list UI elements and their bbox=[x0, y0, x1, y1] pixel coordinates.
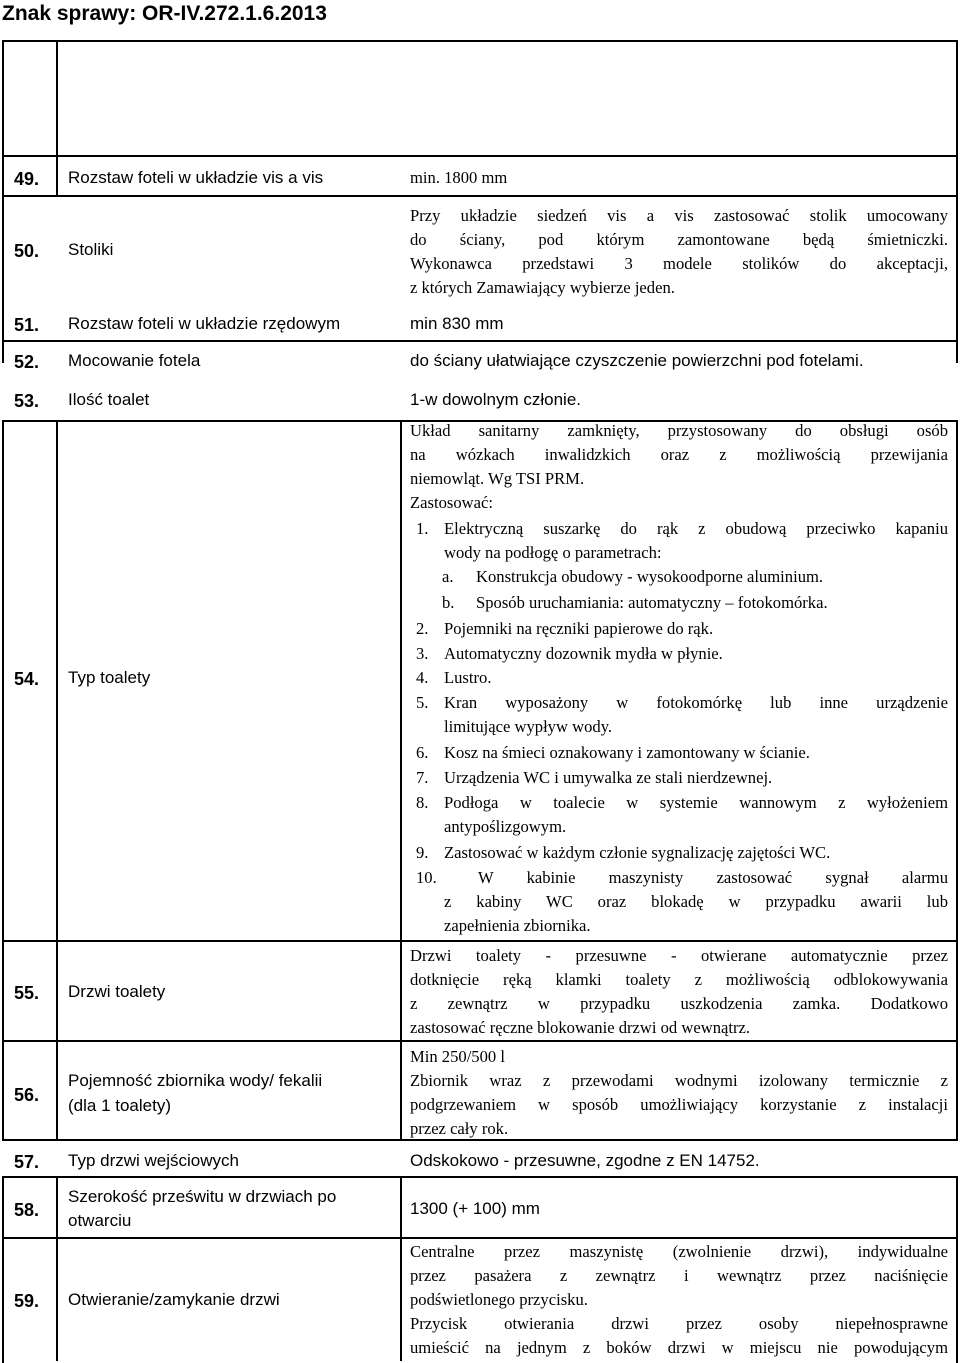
row-57-name: Typ drzwi wejściowych bbox=[68, 1151, 239, 1170]
row-divider bbox=[2, 1237, 958, 1239]
list-item-number: 1. bbox=[416, 519, 429, 538]
row-51-desc: min 830 mm bbox=[410, 314, 504, 333]
row-51-name: Rozstaw foteli w układzie rzędowym bbox=[68, 314, 341, 333]
row-divider bbox=[2, 340, 958, 342]
row-49-number: 49. bbox=[14, 169, 40, 189]
row-divider bbox=[2, 195, 958, 197]
list-item-text: Elektryczną suszarkę do rąk z obudową przeciwko kapaniu bbox=[444, 519, 948, 538]
list-item-number: 9. bbox=[416, 843, 429, 862]
row-divider bbox=[2, 940, 958, 942]
row-52-number: 52. bbox=[14, 352, 40, 372]
row-57-desc: Odskokowo - przesuwne, zgodne z EN 14752. bbox=[410, 1151, 760, 1170]
row-55-name: Drzwi toalety bbox=[68, 982, 166, 1001]
list-item-number: 3. bbox=[416, 644, 429, 663]
row-55-desc-line: Drzwi toalety - przesuwne - otwierane automatycznie przez bbox=[410, 946, 948, 965]
row-59-number: 59. bbox=[14, 1291, 40, 1311]
row-56-number: 56. bbox=[14, 1085, 40, 1105]
row-51-number: 51. bbox=[14, 315, 40, 335]
row-50-desc-line: Wykonawca przedstawi 3 modele stolików do akceptacji, bbox=[410, 254, 948, 273]
list-item-number: 8. bbox=[416, 793, 429, 812]
row-59-desc-line: Przycisk otwierania drzwi przez osoby niepełnosprawne bbox=[410, 1314, 948, 1333]
row-50-number: 50. bbox=[14, 241, 40, 261]
row-56-name-line: Pojemność zbiornika wody/ fekalii bbox=[68, 1071, 323, 1090]
row-56-name-line: (dla 1 toalety) bbox=[68, 1096, 171, 1115]
list-item-text: limitujące wypływ wody. bbox=[444, 717, 613, 736]
row-56-desc-line: podgrzewaniem w sposób umożliwiający korzystanie z instalacji bbox=[410, 1095, 948, 1114]
row-54-apply-label: Zastosować: bbox=[410, 493, 493, 512]
row-50-desc-line: z których Zamawiający wybierze jeden. bbox=[410, 278, 675, 297]
list-item-text: Zastosować w każdym członie sygnalizację zajętości WC. bbox=[444, 843, 831, 862]
row-59-desc-line: Centralne przez maszynistę (zwolnienie drzwi), indywidualne bbox=[410, 1242, 948, 1261]
list-item-text: Kosz na śmieci oznakowany i zamontowany w ścianie. bbox=[444, 743, 810, 762]
row-52-name: Mocowanie fotela bbox=[68, 351, 201, 370]
list-item-number: 7. bbox=[416, 768, 429, 787]
list-item-text: Pojemniki na ręczniki papierowe do rąk. bbox=[444, 619, 714, 638]
list-item-text: wody na podłogę o parametrach: bbox=[444, 543, 662, 562]
row-58-desc: 1300 (+ 100) mm bbox=[410, 1199, 540, 1218]
row-59-desc-line: przez pasażera z zewnątrz i wewnątrz przez naciśnięcie bbox=[410, 1266, 948, 1285]
row-49-name: Rozstaw foteli w układzie vis a vis bbox=[68, 168, 324, 187]
list-item-text: Kran wyposażony w fotokomórkę lub inne urządzenie bbox=[444, 693, 948, 712]
col-divider bbox=[400, 1176, 402, 1361]
row-55-desc-line: z zewnątrz w przypadku uszkodzenia zamka. Dodatkowo bbox=[410, 994, 948, 1013]
row-55-number: 55. bbox=[14, 983, 40, 1003]
row-53-name: Ilość toalet bbox=[68, 390, 150, 409]
list-item-text: Automatyczny dozownik mydła w płynie. bbox=[444, 644, 723, 663]
col-divider bbox=[56, 1176, 58, 1361]
row-59-desc-line: umieścić na jednym z boków drzwi w miejscu nie powodującym bbox=[410, 1338, 948, 1357]
list-item-text: zapełnienia zbiornika. bbox=[444, 916, 591, 935]
list-item-number: 2. bbox=[416, 619, 429, 638]
list-item-number: b. bbox=[442, 593, 455, 612]
list-item-text: W kabinie maszynisty zastosować sygnał alarmu bbox=[478, 868, 948, 887]
row-54-name: Typ toalety bbox=[68, 668, 151, 687]
row-59-desc-line: podświetlonego przycisku. bbox=[410, 1290, 588, 1309]
list-item-text: Podłoga w toalecie w systemie wannowym z wyłożeniem bbox=[444, 793, 948, 812]
col-divider bbox=[56, 40, 58, 195]
list-item-number: 5. bbox=[416, 693, 429, 712]
row-56-desc-line: przez cały rok. bbox=[410, 1119, 509, 1138]
row-55-desc-line: dotknięcie ręką klamki toalety z możliwością odblokowywania bbox=[410, 970, 948, 989]
case-number-header: Znak sprawy: OR-IV.272.1.6.2013 bbox=[2, 2, 327, 25]
row-53-number: 53. bbox=[14, 391, 40, 411]
row-divider bbox=[2, 155, 958, 157]
list-item-text: Konstrukcja obudowy - wysokoodporne aluminium. bbox=[476, 567, 824, 586]
row-55-desc-line: zastosować ręczne blokowanie drzwi od wewnątrz. bbox=[410, 1018, 751, 1037]
row-54-number: 54. bbox=[14, 669, 40, 689]
list-item-text: antypoślizgowym. bbox=[444, 817, 567, 836]
list-item-number: 10. bbox=[416, 868, 437, 887]
row-50-desc-line: do ściany, pod którym zamontowane będą śmietniczki. bbox=[410, 230, 948, 249]
row-54-intro-line: na wózkach inwalidzkich oraz z możliwością przewijania bbox=[410, 445, 948, 464]
col-divider bbox=[400, 420, 402, 1139]
row-50-name: Stoliki bbox=[68, 240, 114, 259]
row-57-number: 57. bbox=[14, 1152, 40, 1172]
row-49-desc: min. 1800 mm bbox=[410, 168, 508, 187]
list-item-text: Urządzenia WC i umywalka ze stali nierdzewnej. bbox=[444, 768, 773, 787]
row-58-name-line: Szerokość prześwitu w drzwiach po bbox=[68, 1187, 337, 1206]
list-item-text: Lustro. bbox=[444, 668, 492, 687]
col-divider bbox=[56, 420, 58, 1139]
row-58-name-line: otwarciu bbox=[68, 1211, 132, 1230]
row-54-intro-line: niemowląt. Wg TSI PRM. bbox=[410, 469, 585, 488]
list-item-number: 6. bbox=[416, 743, 429, 762]
row-58-number: 58. bbox=[14, 1200, 40, 1220]
row-53-desc: 1-w dowolnym członie. bbox=[410, 390, 582, 409]
row-54-intro-line: Układ sanitarny zamknięty, przystosowany do obsługi osób bbox=[410, 421, 948, 440]
list-item-number: a. bbox=[442, 567, 454, 586]
list-item-text: Sposób uruchamiania: automatyczny – fotokomórka. bbox=[476, 593, 828, 612]
list-item-number: 4. bbox=[416, 668, 429, 687]
row-56-desc-line: Zbiornik wraz z przewodami wodnymi izolowany termicznie z bbox=[410, 1071, 948, 1090]
list-item-text: z kabiny WC oraz blokadę w przypadku awarii lub bbox=[444, 892, 948, 911]
row-50-desc-line: Przy układzie siedzeń vis a vis zastosować stolik umocowany bbox=[410, 206, 948, 225]
row-56-desc-line: Min 250/500 l bbox=[410, 1047, 505, 1066]
row-52-desc: do ściany ułatwiające czyszczenie powierzchni pod fotelami. bbox=[410, 351, 864, 370]
row-59-name: Otwieranie/zamykanie drzwi bbox=[68, 1290, 280, 1309]
